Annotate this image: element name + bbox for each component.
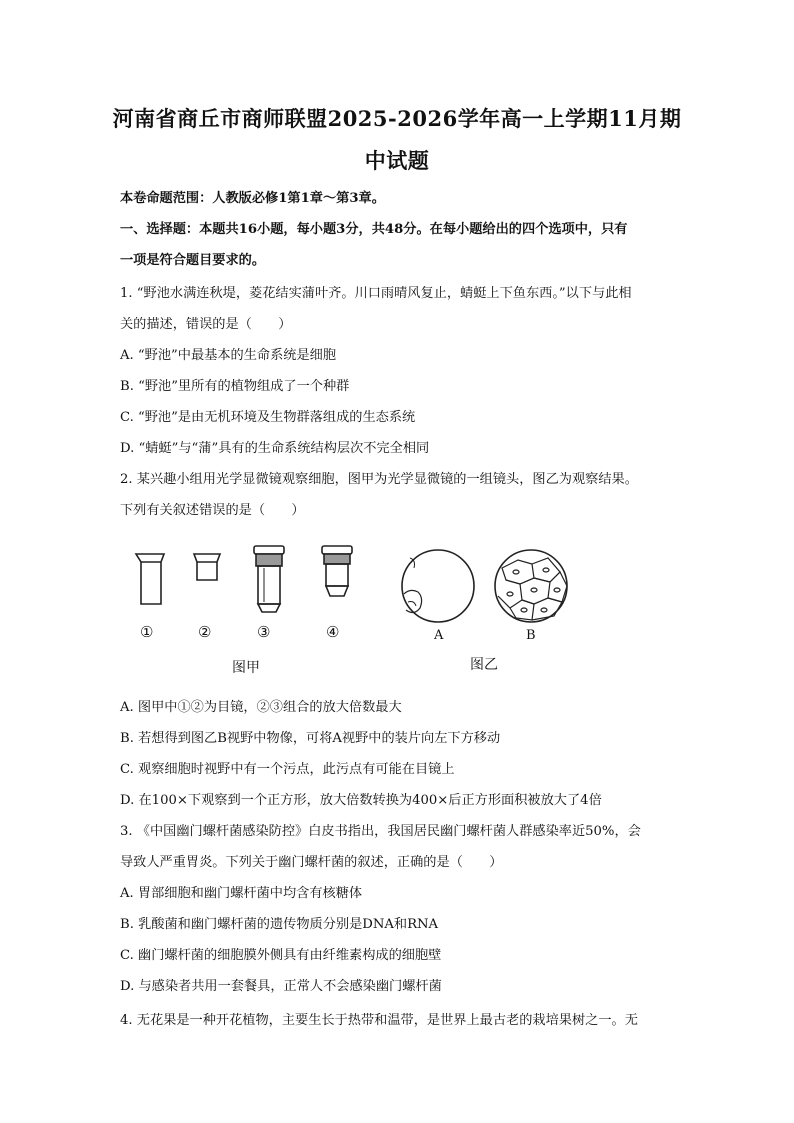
microscope-figure-svg [130, 538, 590, 688]
q2-option-d: D. 在100×下观察到一个正方形，放大倍数转换为400×后正方形面积被放大了4倍 [120, 793, 602, 808]
q3-option-d: D. 与感染者共用一套餐具，正常人不会感染幽门螺杆菌 [120, 979, 442, 994]
q3-option-a: A. 胃部细胞和幽门螺杆菌中均含有核糖体 [120, 886, 363, 901]
caption-jia: 图甲 [232, 660, 260, 676]
figure-label-2: ② [198, 623, 212, 641]
figure-label-1: ① [140, 623, 154, 641]
q1-option-a: A. “野池”中最基本的生命系统是细胞 [120, 348, 337, 363]
figure-label-a: A [434, 628, 444, 643]
q1-stem-1: 1. “野池水满连秋堤，菱花结实蒲叶齐。川口雨晴风复止，蜻蜓上下鱼东西。”以下与此相 [120, 286, 632, 301]
q2-stem-2: 下列有关叙述错误的是（ ） [120, 503, 305, 518]
eyepiece-lens-1 [136, 554, 164, 604]
title-line-1: 河南省商丘市商师联盟2025-2026学年高一上学期11月期 [112, 106, 682, 131]
scope-line: 本卷命题范围：人教版必修1第1章～第3章。 [120, 191, 385, 206]
microscope-figure [130, 538, 590, 688]
q2-option-a: A. 图甲中①②为目镜，②③组合的放大倍数最大 [120, 700, 402, 715]
q3-stem-1: 3. 《中国幽门螺杆菌感染防控》白皮书指出，我国居民幽门螺杆菌人群感染率近50%，会 [120, 824, 641, 839]
q3-option-b: B. 乳酸菌和幽门螺杆菌的遗传物质分别是DNA和RNA [120, 917, 439, 932]
caption-yi: 图乙 [470, 657, 498, 673]
view-b [495, 550, 567, 622]
q2-option-b: B. 若想得到图乙B视野中物像，可将A视野中的装片向左下方移动 [120, 731, 501, 746]
q2-option-c: C. 观察细胞时视野中有一个污点，此污点有可能在目镜上 [120, 762, 455, 777]
section-heading: 一、选择题：本题共16小题，每小题3分，共48分。在每小题给出的四个选项中，只有 [120, 222, 628, 237]
q1-option-c: C. “野池”是由无机环境及生物群落组成的生态系统 [120, 410, 416, 425]
q1-stem-2: 关的描述，错误的是（ ） [120, 317, 292, 332]
figure-label-3: ③ [257, 623, 271, 641]
objective-lens-4 [322, 546, 352, 596]
figure-label-b: B [526, 628, 536, 643]
q3-stem-2: 导致人严重胃炎。下列关于幽门螺杆菌的叙述，正确的是（ ） [120, 855, 503, 870]
figure-label-4: ④ [326, 623, 340, 641]
q3-option-c: C. 幽门螺杆菌的细胞膜外侧具有由纤维素构成的细胞壁 [120, 948, 442, 963]
objective-lens-3 [254, 546, 284, 612]
view-a [402, 550, 474, 622]
eyepiece-lens-2 [194, 554, 220, 580]
q4-stem-1: 4. 无花果是一种开花植物，主要生长于热带和温带，是世界上最古老的栽培果树之一。无 [120, 1013, 638, 1028]
q1-option-d: D. “蜻蜓”与“蒲”具有的生命系统结构层次不完全相同 [120, 441, 430, 456]
q1-option-b: B. “野池”里所有的植物组成了一个种群 [120, 379, 350, 394]
section-heading-cont: 一项是符合题目要求的。 [120, 253, 266, 268]
q2-stem-1: 2. 某兴趣小组用光学显微镜观察细胞，图甲为光学显微镜的一组镜头，图乙为观察结果。 [120, 472, 638, 487]
title-line-2: 中试题 [364, 148, 430, 173]
